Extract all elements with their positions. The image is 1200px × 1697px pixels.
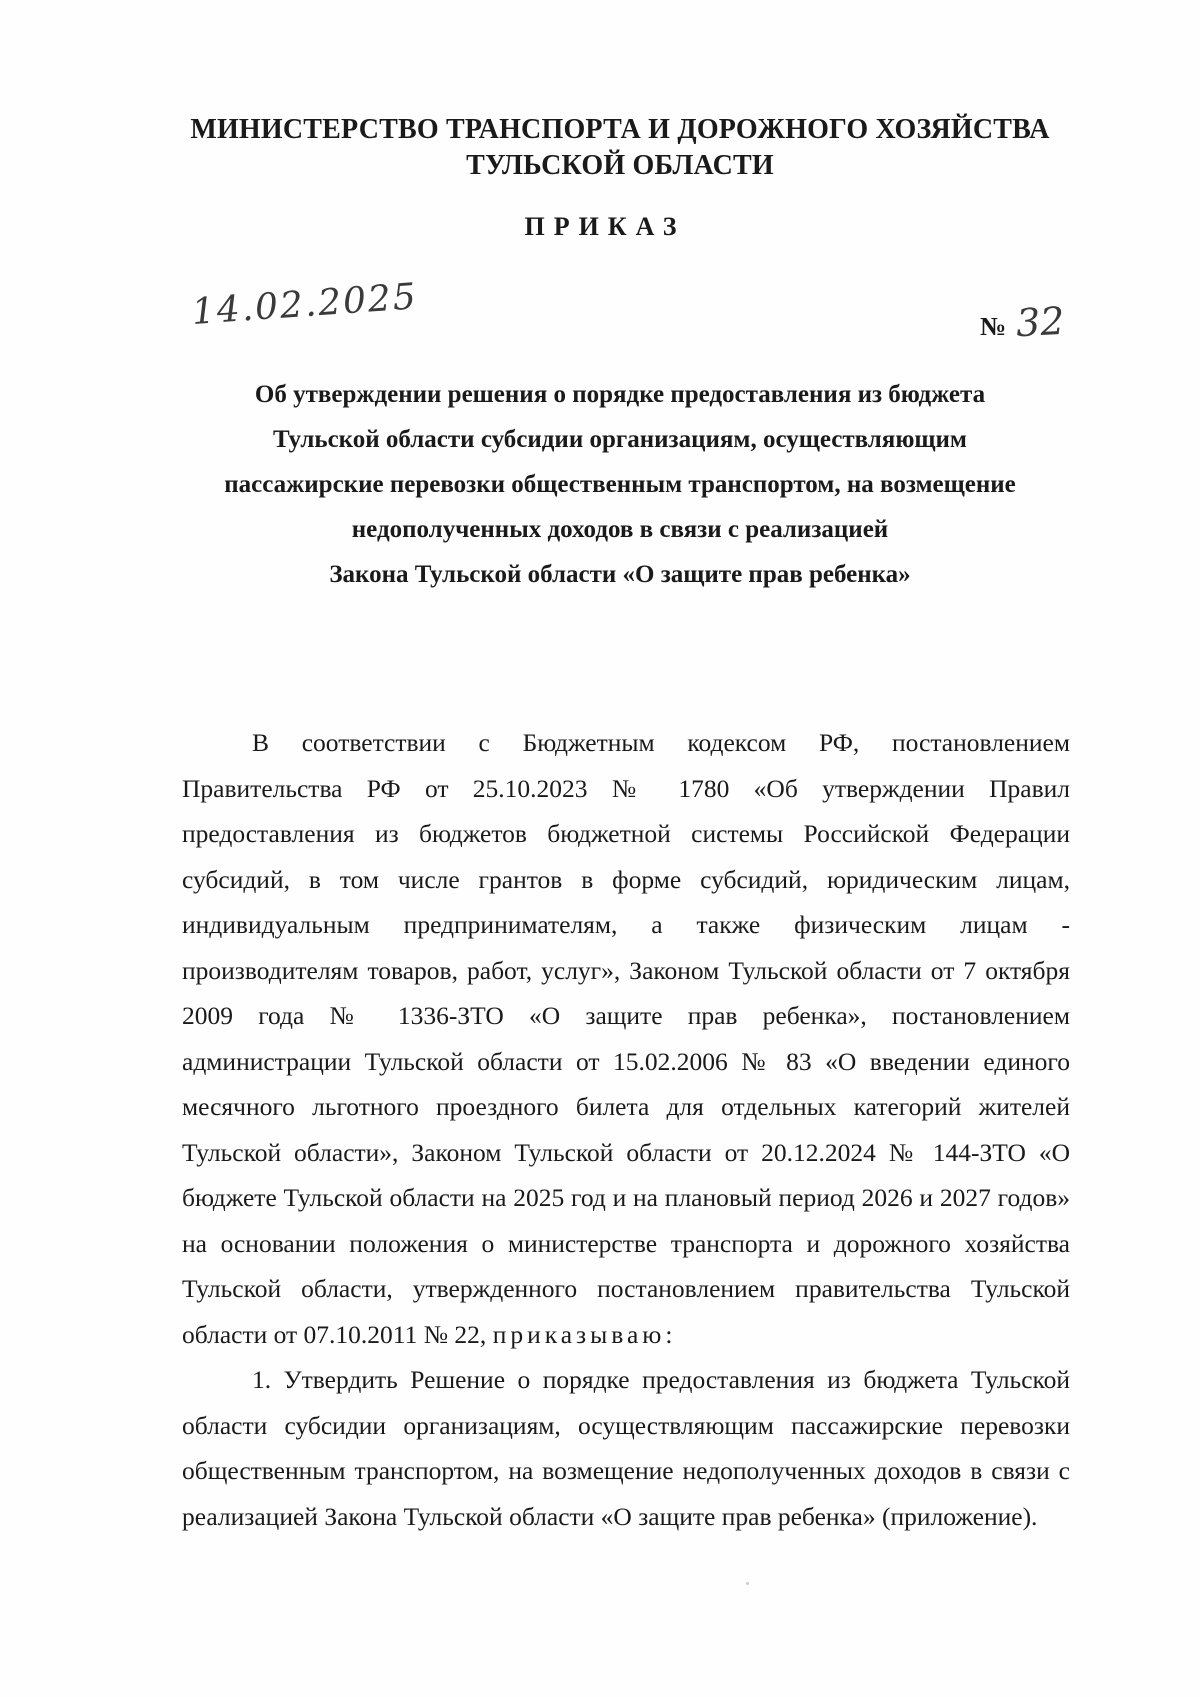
order-body <box>182 720 1070 1539</box>
preamble-paragraph <box>182 720 1070 1357</box>
subject-line-3: пассажирские перевозки общественным транспортом, на возмещение <box>224 471 1016 498</box>
subject-line-1: Об утверждении решения о порядке предоставления из бюджета <box>254 381 986 408</box>
handwritten-number: 32 <box>1015 298 1066 346</box>
number-sign: № <box>980 312 1007 341</box>
document-number <box>980 300 1065 344</box>
subject-line-2: Тульской области субсидии организациям, осуществляющим <box>273 426 967 453</box>
ministry-name <box>0 112 1200 184</box>
order-subject <box>150 372 1090 597</box>
preamble-text: В соответствии с Бюджетным кодексом РФ, постановлением Правительства РФ от 25.10.2023 № 1780 «Об утверждении Правил предоставления из бюджетов бюджетной системы Российской Федерации субсидий, в том числе грантов в форме субсидий, юридическим лицам, индивидуальным предпринимателям, а также физическим лицам - производителям товаров, работ, услуг», Законом Тульской области от 7 октября 2009 года № 1336-ЗТО «О защите прав ребенка», постановлением администрации Тульской области от 15.02.2006 № 83 «О введении единого месячного льготного проездного билета для отдельных категорий жителей Тульской области», Законом Тульской области от 20.12.2024 № 144-ЗТО «О бюджете Тульской области на 2025 год и на плановый период 2026 и 2027 годов» на основании положения о министерстве транспорта и дорожного хозяйства Тульской области, утвержденного постановлением правительства Тульской области от 07.10.2011 № 22, <box>182 728 1070 1349</box>
order-word: приказываю: <box>492 1319 677 1349</box>
scan-speck <box>746 1582 749 1585</box>
ministry-name-line-2: ТУЛЬСКОЙ ОБЛАСТИ <box>466 150 774 181</box>
ministry-name-line-1: МИНИСТЕРСТВО ТРАНСПОРТА И ДОРОЖНОГО ХОЗЯЙСТВА <box>190 114 1050 145</box>
handwritten-date: 14.02.2025 <box>190 276 420 333</box>
document-type-title: ПРИКАЗ <box>524 212 686 241</box>
subject-line-4: недополученных доходов в связи с реализацией <box>351 516 889 543</box>
subject-line-5: Закона Тульской области «О защите прав ребенка» <box>329 561 911 588</box>
item-1-paragraph: 1. Утвердить Решение о порядке предоставления из бюджета Тульской области субсидии организациям, осуществляющим пассажирские перевозки общественным транспортом, на возмещение недополученных доходов в связи с реализацией Закона Тульской области «О защите прав ребенка» (приложение). <box>182 1365 1070 1531</box>
